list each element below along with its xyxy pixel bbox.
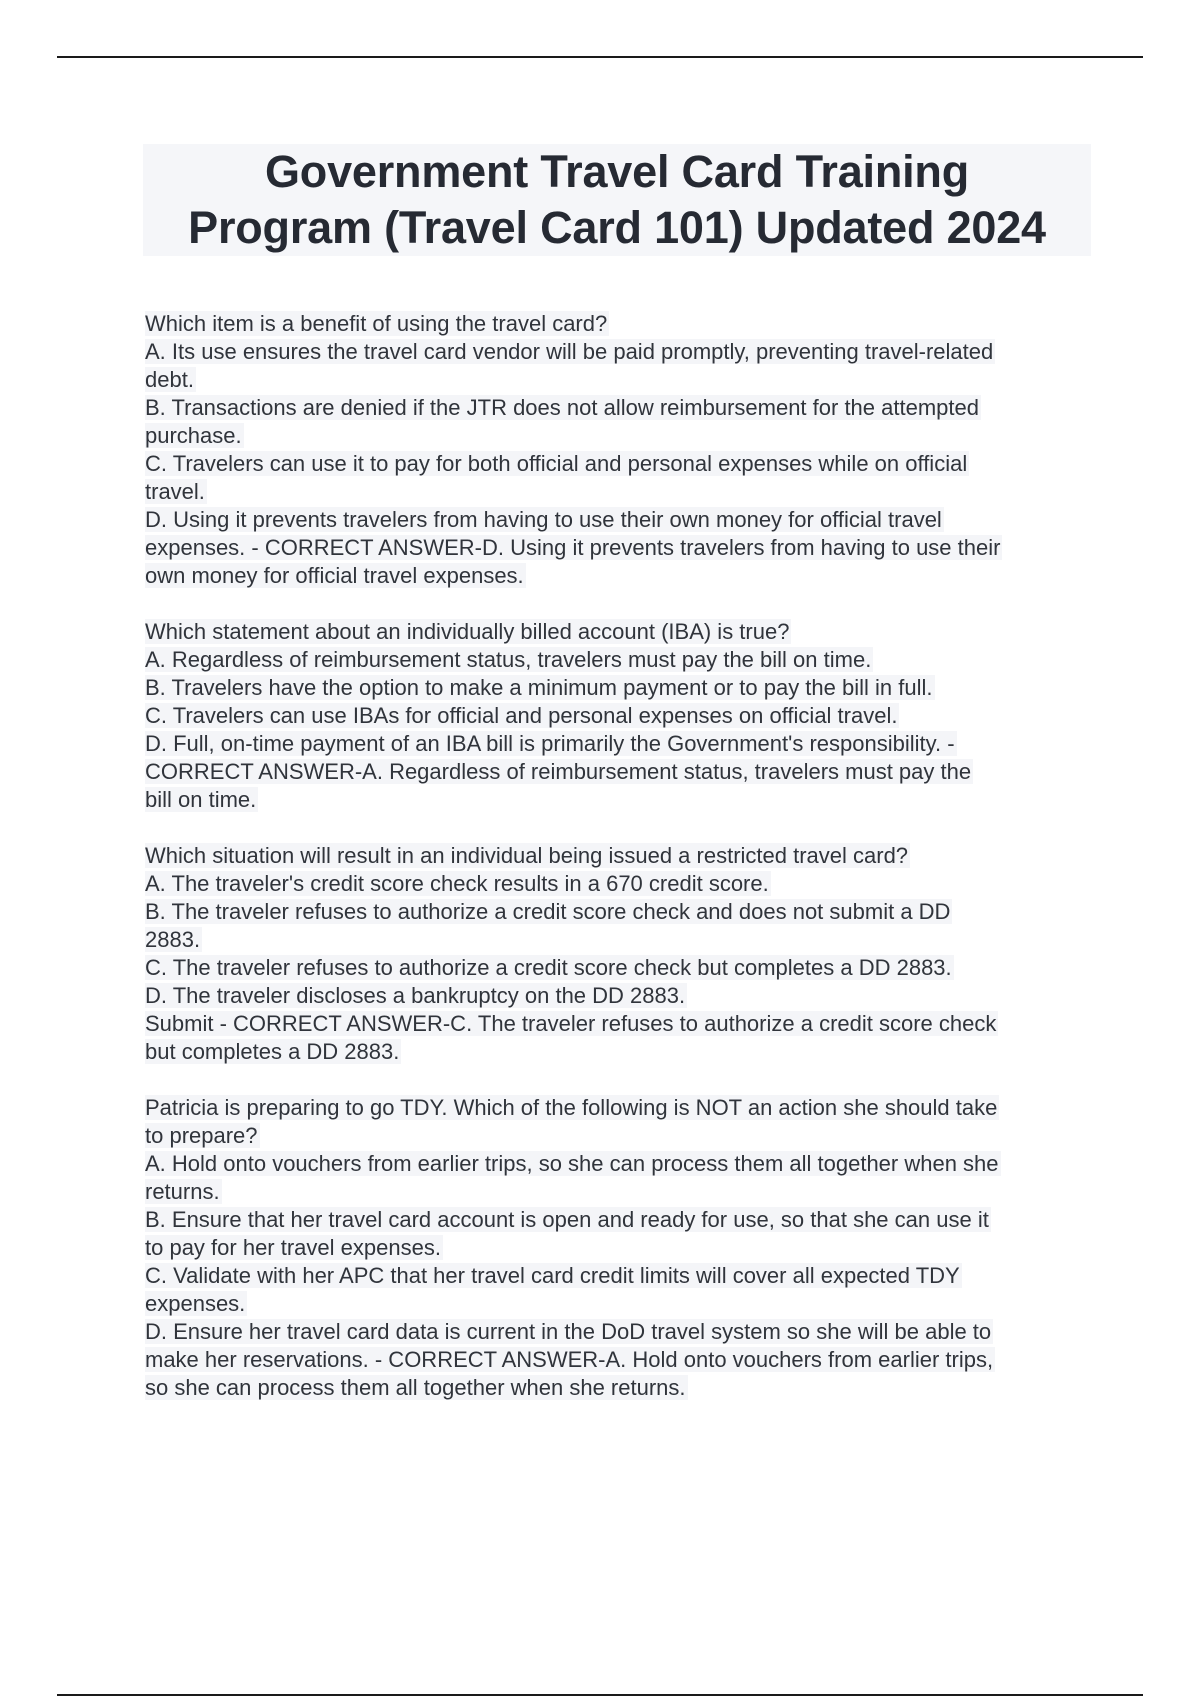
line-text: Which situation will result in an individual being issued a restricted travel card?: [145, 843, 909, 868]
line-text: A. The traveler's credit score check results in a 670 credit score.: [145, 871, 769, 896]
question-text: [145, 618, 1091, 646]
line-text: CORRECT ANSWER-A. Regardless of reimbursement status, travelers must pay the: [145, 759, 972, 784]
answer-line: [145, 1010, 1091, 1038]
answer-line: [145, 954, 1091, 982]
line-text: B. Transactions are denied if the JTR does not allow reimbursement for the attempted: [145, 395, 979, 420]
question-text: [145, 1094, 1091, 1122]
answer-line: [145, 702, 1091, 730]
answer-line: [145, 1234, 1091, 1262]
question-block: [145, 1094, 1091, 1402]
line-text: returns.: [145, 1179, 220, 1204]
line-text: purchase.: [145, 423, 242, 448]
answer-line: [145, 534, 1091, 562]
answer-line: [145, 926, 1091, 954]
question-block: [145, 310, 1091, 590]
answer-line: [145, 786, 1091, 814]
line-text: Which statement about an individually billed account (IBA) is true?: [145, 619, 790, 644]
question-block: [145, 842, 1091, 1066]
answer-line: [145, 1206, 1091, 1234]
answer-line: [145, 870, 1091, 898]
line-text: so she can process them all together when she returns.: [145, 1375, 686, 1400]
line-text: Patricia is preparing to go TDY. Which of the following is NOT an action she should take: [145, 1095, 998, 1120]
answer-line: [145, 478, 1091, 506]
answer-line: [145, 982, 1091, 1010]
answer-line: [145, 758, 1091, 786]
document-title: [143, 144, 1091, 256]
line-text: Which item is a benefit of using the travel card?: [145, 311, 608, 336]
line-text: to pay for her travel expenses.: [145, 1235, 441, 1260]
question-list: [145, 310, 1091, 1430]
line-text: to prepare?: [145, 1123, 258, 1148]
answer-line: [145, 506, 1091, 534]
line-text: travel.: [145, 479, 205, 504]
top-divider: [57, 56, 1143, 58]
answer-line: [145, 338, 1091, 366]
answer-line: [145, 562, 1091, 590]
line-text: expenses. - CORRECT ANSWER-D. Using it prevents travelers from having to use their: [145, 535, 1001, 560]
answer-line: [145, 1374, 1091, 1402]
line-text: B. Ensure that her travel card account is open and ready for use, so that she can use it: [145, 1207, 989, 1232]
question-block: [145, 618, 1091, 814]
answer-line: [145, 730, 1091, 758]
line-text: A. Regardless of reimbursement status, travelers must pay the bill on time.: [145, 647, 872, 672]
answer-line: [145, 1038, 1091, 1066]
answer-line: [145, 1178, 1091, 1206]
line-text: expenses.: [145, 1291, 246, 1316]
line-text: C. Travelers can use it to pay for both official and personal expenses while on official: [145, 451, 968, 476]
answer-line: [145, 1150, 1091, 1178]
answer-line: [145, 450, 1091, 478]
answer-line: [145, 1346, 1091, 1374]
answer-line: [145, 1318, 1091, 1346]
title-line-1: Government Travel Card Training: [264, 146, 969, 197]
line-text: own money for official travel expenses.: [145, 563, 524, 588]
line-text: B. The traveler refuses to authorize a credit score check and does not submit a DD: [145, 899, 951, 924]
line-text: B. Travelers have the option to make a minimum payment or to pay the bill in full.: [145, 675, 933, 700]
line-text: C. Validate with her APC that her travel card credit limits will cover all expected TDY: [145, 1263, 960, 1288]
line-text: A. Its use ensures the travel card vendor will be paid promptly, preventing travel-related: [145, 339, 994, 364]
line-text: Submit - CORRECT ANSWER-C. The traveler refuses to authorize a credit score check: [145, 1011, 997, 1036]
line-text: debt.: [145, 367, 194, 392]
answer-line: [145, 1262, 1091, 1290]
line-text: but completes a DD 2883.: [145, 1039, 400, 1064]
line-text: D. The traveler discloses a bankruptcy on the DD 2883.: [145, 983, 686, 1008]
answer-line: [145, 898, 1091, 926]
line-text: C. The traveler refuses to authorize a credit score check but completes a DD 2883.: [145, 955, 952, 980]
line-text: D. Full, on-time payment of an IBA bill is primarily the Government's responsibility. -: [145, 731, 955, 756]
line-text: bill on time.: [145, 787, 257, 812]
line-text: C. Travelers can use IBAs for official and personal expenses on official travel.: [145, 703, 898, 728]
answer-line: [145, 646, 1091, 674]
bottom-divider: [57, 1694, 1143, 1696]
answer-line: [145, 1290, 1091, 1318]
line-text: D. Ensure her travel card data is current in the DoD travel system so she will be able to: [145, 1319, 992, 1344]
answer-line: [145, 1122, 1091, 1150]
question-text: [145, 842, 1091, 870]
title-line-2: Program (Travel Card 101) Updated 2024: [188, 202, 1046, 253]
answer-line: [145, 422, 1091, 450]
line-text: 2883.: [145, 927, 201, 952]
question-text: [145, 310, 1091, 338]
line-text: D. Using it prevents travelers from having to use their own money for official travel: [145, 507, 942, 532]
answer-line: [145, 394, 1091, 422]
line-text: A. Hold onto vouchers from earlier trips, so she can process them all together when she: [145, 1151, 999, 1176]
line-text: make her reservations. - CORRECT ANSWER-A. Hold onto vouchers from earlier trips,: [145, 1347, 994, 1372]
answer-line: [145, 366, 1091, 394]
answer-line: [145, 674, 1091, 702]
